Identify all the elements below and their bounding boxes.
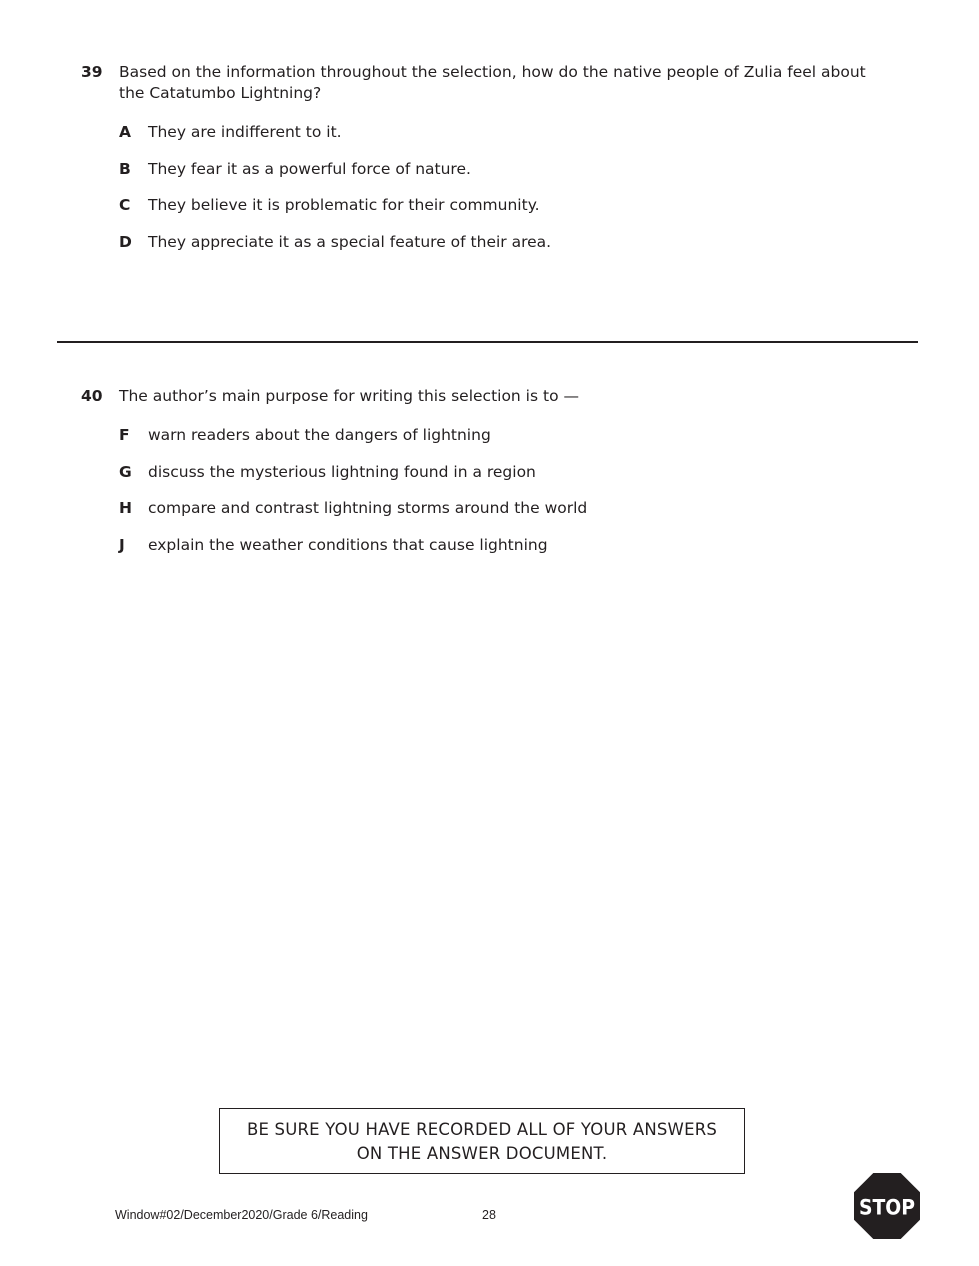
option-letter: A: [119, 123, 131, 141]
section-divider: [57, 341, 918, 343]
question-stem: Based on the information throughout the selection, how do the native people of Zulia feel about the Catatumbo Lightning?: [119, 63, 866, 102]
stop-sign-icon: [854, 1173, 920, 1239]
option-letter: H: [119, 499, 132, 517]
option-letter: D: [119, 232, 132, 251]
answer-document-notice: [219, 1108, 745, 1174]
option-letter: C: [119, 196, 131, 214]
option-text: warn readers about the dangers of lightning: [148, 426, 491, 444]
answer-option-f[interactable]: [119, 425, 871, 446]
answer-option-c[interactable]: [119, 195, 871, 216]
option-letter: F: [119, 426, 130, 444]
question-39: [81, 62, 871, 268]
answer-option-a[interactable]: [119, 122, 871, 143]
option-text: They believe it is problematic for their community.: [148, 196, 540, 214]
question-40: [81, 386, 871, 571]
answer-option-g[interactable]: [119, 462, 871, 483]
answer-option-d[interactable]: [119, 232, 871, 253]
option-text: compare and contrast lightning storms around the world: [148, 499, 588, 517]
answer-options: [119, 425, 871, 556]
answer-option-b[interactable]: [119, 159, 871, 180]
question-number: 39: [81, 63, 103, 81]
notice-line-2: ON THE ANSWER DOCUMENT.: [356, 1144, 608, 1163]
option-letter: G: [119, 462, 132, 481]
option-text: discuss the mysterious lightning found in a region: [148, 462, 536, 481]
question-number: 40: [81, 387, 103, 405]
stop-label: STOP: [859, 1195, 915, 1220]
option-text: They are indifferent to it.: [148, 123, 342, 141]
question-stem: The author’s main purpose for writing this selection is to —: [119, 387, 579, 405]
page-number: 28: [482, 1208, 496, 1222]
option-text: They fear it as a powerful force of nature.: [148, 159, 471, 178]
notice-line-1: BE SURE YOU HAVE RECORDED ALL OF YOUR ANSWERS: [246, 1120, 718, 1139]
footer-test-info: Window#02/December2020/Grade 6/Reading: [115, 1208, 368, 1222]
option-letter: J: [119, 535, 125, 554]
option-text: explain the weather conditions that cause lightning: [148, 535, 548, 554]
option-letter: B: [119, 159, 131, 178]
option-text: They appreciate it as a special feature of their area.: [148, 232, 552, 251]
answer-option-j[interactable]: [119, 535, 871, 556]
answer-options: [119, 122, 871, 253]
answer-option-h[interactable]: [119, 498, 871, 519]
